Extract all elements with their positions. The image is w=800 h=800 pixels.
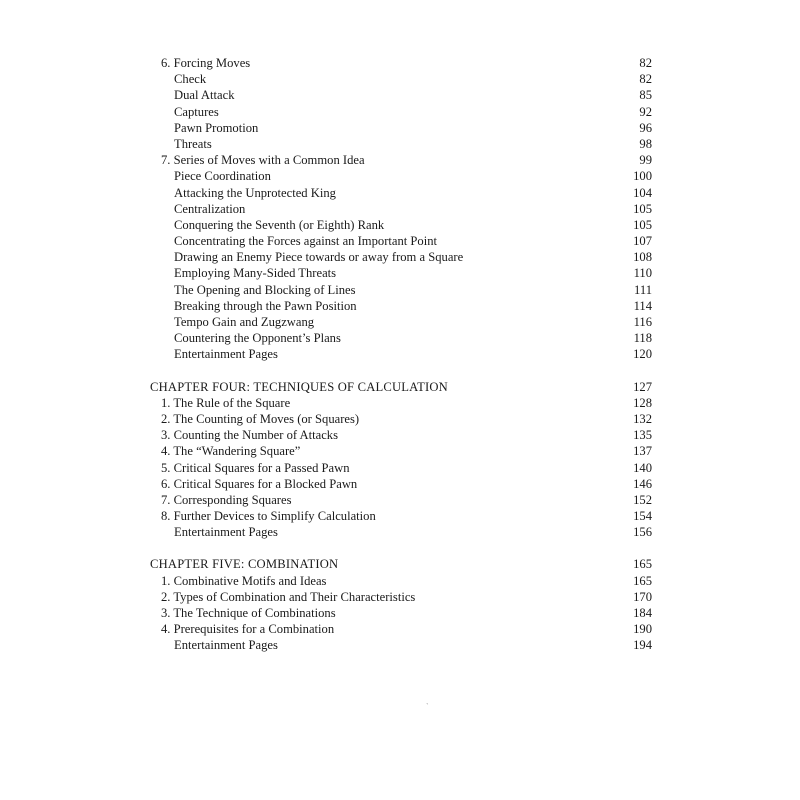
group-spacer (150, 540, 652, 556)
toc-page-number: 108 (633, 250, 652, 265)
toc-entry-title: Drawing an Enemy Piece towards or away from a Square (174, 250, 464, 265)
toc-page-number: 82 (639, 56, 652, 70)
toc-entry (150, 201, 652, 217)
toc-entry-title: Entertainment Pages (174, 347, 278, 362)
toc-entry (150, 637, 652, 653)
toc-entry-title: 3. The Technique of Combinations (161, 606, 336, 620)
toc-entry-title: 7. Series of Moves with a Common Idea (161, 153, 365, 168)
toc-entry-title: Captures (174, 104, 219, 119)
toc-page-number: 128 (633, 395, 652, 410)
toc-entry-title: Tempo Gain and Zugzwang (174, 315, 315, 329)
toc-entry-title: 2. The Counting of Moves (or Squares) (161, 411, 360, 426)
toc-entry-title: 6. Forcing Moves (161, 56, 251, 70)
toc-page-number: 120 (633, 347, 652, 362)
toc-page-number: 140 (633, 460, 652, 475)
toc-page-number: 170 (633, 589, 652, 604)
toc-entry-title: Countering the Opponent’s Plans (174, 331, 341, 346)
toc-entry-title: CHAPTER FIVE: COMBINATION (150, 557, 339, 572)
toc-entry-title: 1. Combinative Motifs and Ideas (161, 573, 327, 588)
toc-page-number: 98 (639, 136, 652, 151)
toc-entry-title: CHAPTER FOUR: TECHNIQUES OF CALCULATION (150, 379, 448, 394)
toc-entry (150, 217, 652, 233)
toc-entry (150, 168, 652, 184)
toc-page-number: 96 (639, 120, 652, 135)
toc-entry (150, 152, 652, 168)
toc-page-number: 132 (633, 411, 652, 426)
toc-page-number: 184 (633, 606, 652, 620)
toc-entry (150, 589, 652, 605)
toc-chapter-heading (150, 556, 652, 572)
toc-page-number: 165 (633, 557, 652, 572)
page-speck: ˋ (426, 702, 429, 711)
toc-page-number: 135 (633, 428, 652, 443)
toc-entry (150, 443, 652, 459)
toc-entry-title: Entertainment Pages (174, 638, 278, 653)
toc-entry (150, 55, 652, 71)
group-spacer (150, 363, 652, 379)
toc-page-number: 146 (633, 476, 652, 491)
toc-entry (150, 427, 652, 443)
toc-page-number: 82 (639, 72, 652, 87)
toc-entry (150, 395, 652, 411)
toc-entry-title: The Opening and Blocking of Lines (174, 282, 356, 297)
toc-entry-title: Pawn Promotion (174, 120, 259, 135)
toc-entry (150, 136, 652, 152)
toc-page-number: 194 (633, 638, 652, 653)
toc-entry-title: Check (174, 72, 207, 87)
toc-entry-title: 2. Types of Combination and Their Characteristics (161, 589, 416, 604)
toc-page-number: 165 (633, 573, 652, 588)
toc-page-number: 99 (639, 153, 652, 168)
toc-entry-title: Attacking the Unprotected King (174, 185, 336, 200)
toc-entry (150, 265, 652, 281)
toc-page-number: 85 (639, 88, 652, 103)
toc-entry (150, 411, 652, 427)
toc-entry (150, 524, 652, 540)
toc-page-number: 154 (633, 509, 652, 524)
toc-entry (150, 330, 652, 346)
toc-entry-title: Threats (174, 136, 212, 151)
toc-entry-title: 3. Counting the Number of Attacks (161, 428, 338, 443)
toc-page-number: 107 (633, 234, 652, 249)
toc-entry (150, 508, 652, 524)
toc-entry (150, 185, 652, 201)
toc-page-number: 190 (633, 622, 652, 637)
toc-entry (150, 249, 652, 265)
toc-entry (150, 282, 652, 298)
toc-entry-title: Concentrating the Forces against an Important Point (174, 234, 438, 249)
toc-page-number: 116 (633, 315, 652, 329)
toc-page-number: 118 (633, 331, 652, 346)
toc-entry (150, 605, 652, 621)
toc-page-number: 105 (633, 217, 652, 232)
toc-entry (150, 120, 652, 136)
toc-entry (150, 87, 652, 103)
toc-entry-title: Breaking through the Pawn Position (174, 298, 357, 313)
toc-entry-title: 5. Critical Squares for a Passed Pawn (161, 460, 350, 475)
toc-entry-title: Centralization (174, 201, 246, 216)
toc-entry-title: Piece Coordination (174, 169, 271, 184)
toc-page-number: 114 (633, 298, 652, 313)
toc-entry-title: 6. Critical Squares for a Blocked Pawn (161, 476, 358, 491)
toc-page-number: 156 (633, 525, 652, 540)
toc-page-number: 111 (634, 282, 652, 297)
toc-entry (150, 460, 652, 476)
toc-page-number: 127 (633, 379, 652, 394)
toc-entry-title: 4. The “Wandering Square” (161, 444, 301, 459)
toc-entry (150, 621, 652, 637)
toc-entry-title: Dual Attack (174, 88, 235, 103)
toc-chapter-heading (150, 379, 652, 395)
toc-entry-title: 4. Prerequisites for a Combination (161, 622, 335, 637)
toc-entry-title: Entertainment Pages (174, 525, 278, 540)
toc-entry (150, 314, 652, 330)
toc-entry-title: 7. Corresponding Squares (161, 492, 292, 507)
toc-entry-title: 1. The Rule of the Square (161, 395, 291, 410)
toc-entry-title: Employing Many-Sided Threats (174, 266, 337, 281)
toc-entry (150, 492, 652, 508)
toc-entry (150, 573, 652, 589)
toc-entry (150, 104, 652, 120)
toc-page-number: 105 (633, 201, 652, 216)
toc-page-number: 104 (633, 185, 652, 200)
toc-page-number: 92 (639, 104, 652, 119)
toc-entry-title: Conquering the Seventh (or Eighth) Rank (174, 217, 385, 232)
table-of-contents (150, 55, 652, 654)
toc-entry (150, 233, 652, 249)
toc-entry (150, 476, 652, 492)
toc-entry (150, 346, 652, 362)
toc-page-number: 100 (633, 169, 652, 184)
toc-page-number: 110 (633, 266, 652, 281)
toc-entry-title: 8. Further Devices to Simplify Calculation (161, 509, 376, 524)
toc-page-number: 152 (633, 492, 652, 507)
toc-entry (150, 298, 652, 314)
toc-entry (150, 71, 652, 87)
toc-page-number: 137 (633, 444, 652, 459)
